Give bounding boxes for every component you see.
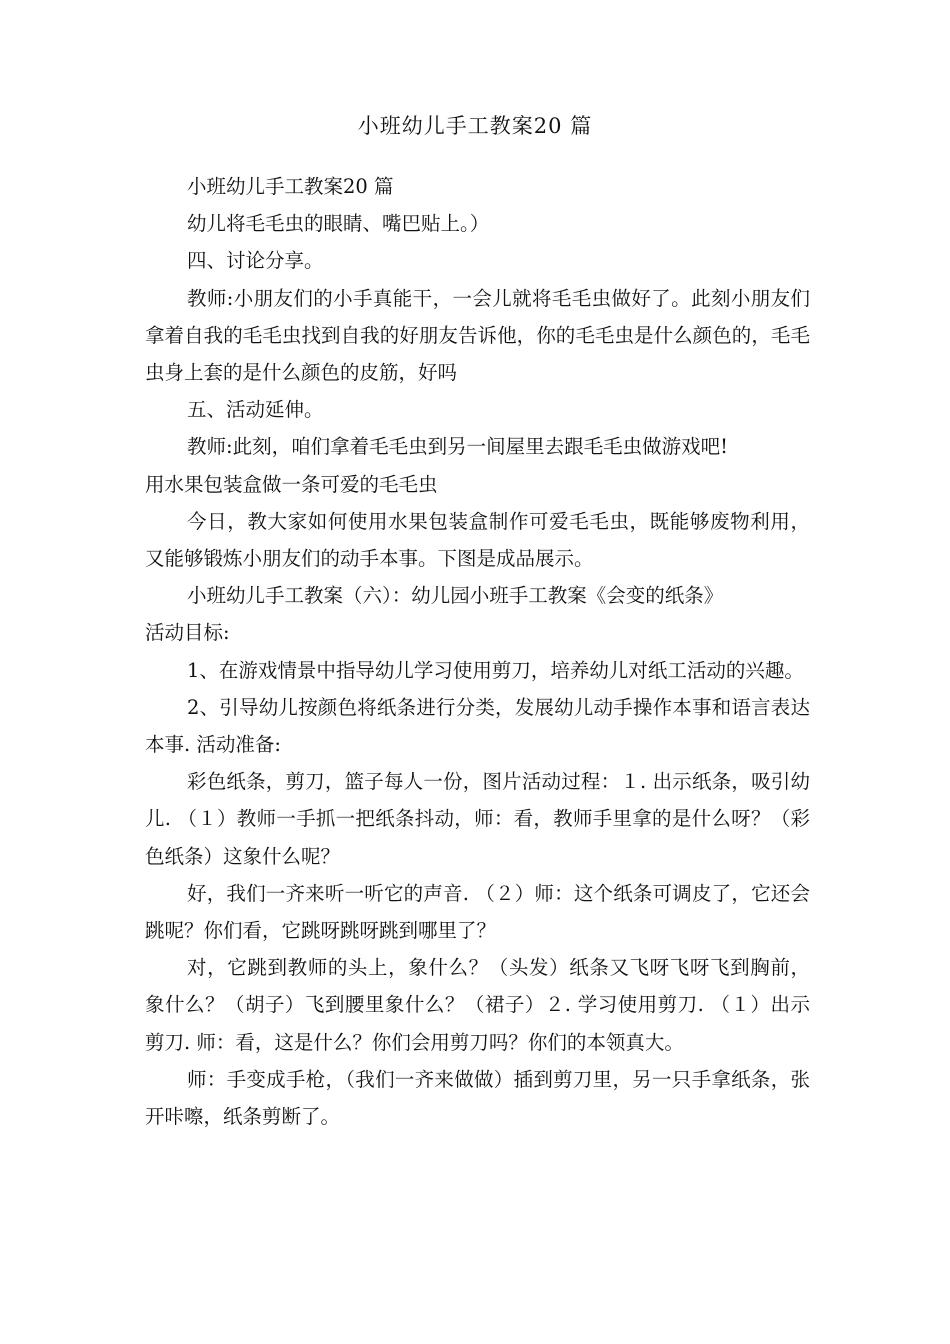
document-title: 小班幼儿手工教案20 篇 bbox=[357, 114, 593, 138]
paragraph: 四、讨论分享。 bbox=[187, 249, 324, 273]
paragraph: 活动目标: bbox=[145, 621, 230, 645]
paragraph: 2、引导幼儿按颜色将纸条进行分类，发展幼儿动手操作本事和语言表达本事. 活动准备: bbox=[145, 695, 810, 757]
paragraph: 教师:小朋友们的小手真能干，一会儿就将毛毛虫做好了。此刻小朋友们拿着自我的毛毛虫找到自我的好朋友告诉他，你的毛毛虫是什么颜色的，毛毛虫身上套的是什么颜色的皮筋，好吗 bbox=[145, 286, 810, 385]
paragraph: 彩色纸条，剪刀，篮子每人一份，图片活动过程：１. 出示纸条，吸引幼儿. （１）教师一手抓一把纸条抖动，师：看，教师手里拿的是什么呀？（彩色纸条）这象什么呢？ bbox=[145, 770, 810, 868]
paragraph: 五、活动延伸。 bbox=[187, 398, 324, 422]
document-body bbox=[145, 168, 810, 1135]
paragraph: 用水果包装盒做一条可爱的毛毛虫 bbox=[145, 472, 438, 496]
paragraph: 幼儿将毛毛虫的眼睛、嘴巴贴上。） bbox=[187, 212, 490, 236]
paragraph: 师：手变成手枪，（我们一齐来做做）插到剪刀里，另一只手拿纸条，张开咔嚓，纸条剪断了。 bbox=[145, 1067, 810, 1129]
paragraph: 好，我们一齐来听一听它的声音. （２）师：这个纸条可调皮了，它还会跳呢？你们看，它跳呀跳呀跳到哪里了？ bbox=[145, 881, 810, 943]
paragraph: 对，它跳到教师的头上，象什么？（头发）纸条又飞呀飞呀飞到胸前，象什么？（胡子）飞到腰里象什么？（裙子）２. 学习使用剪刀. （１）出示剪刀. 师：看，这是什么？你们会用剪刀吗？你们的本领真大。 bbox=[145, 956, 810, 1054]
paragraph: 教师:此刻，咱们拿着毛毛虫到另一间屋里去跟毛毛虫做游戏吧! bbox=[187, 435, 728, 459]
paragraph: 1、在游戏情景中指导幼儿学习使用剪刀，培养幼儿对纸工活动的兴趣。 bbox=[187, 658, 804, 682]
paragraph: 今日，教大家如何使用水果包装盒制作可爱毛毛虫，既能够废物利用，又能够锻炼小朋友们的动手本事。下图是成品展示。 bbox=[145, 509, 810, 571]
paragraph: 小班幼儿手工教案（六）：幼儿园小班手工教案《会变的纸条》 bbox=[187, 584, 724, 608]
paragraph: 小班幼儿手工教案20 篇 bbox=[187, 175, 394, 198]
